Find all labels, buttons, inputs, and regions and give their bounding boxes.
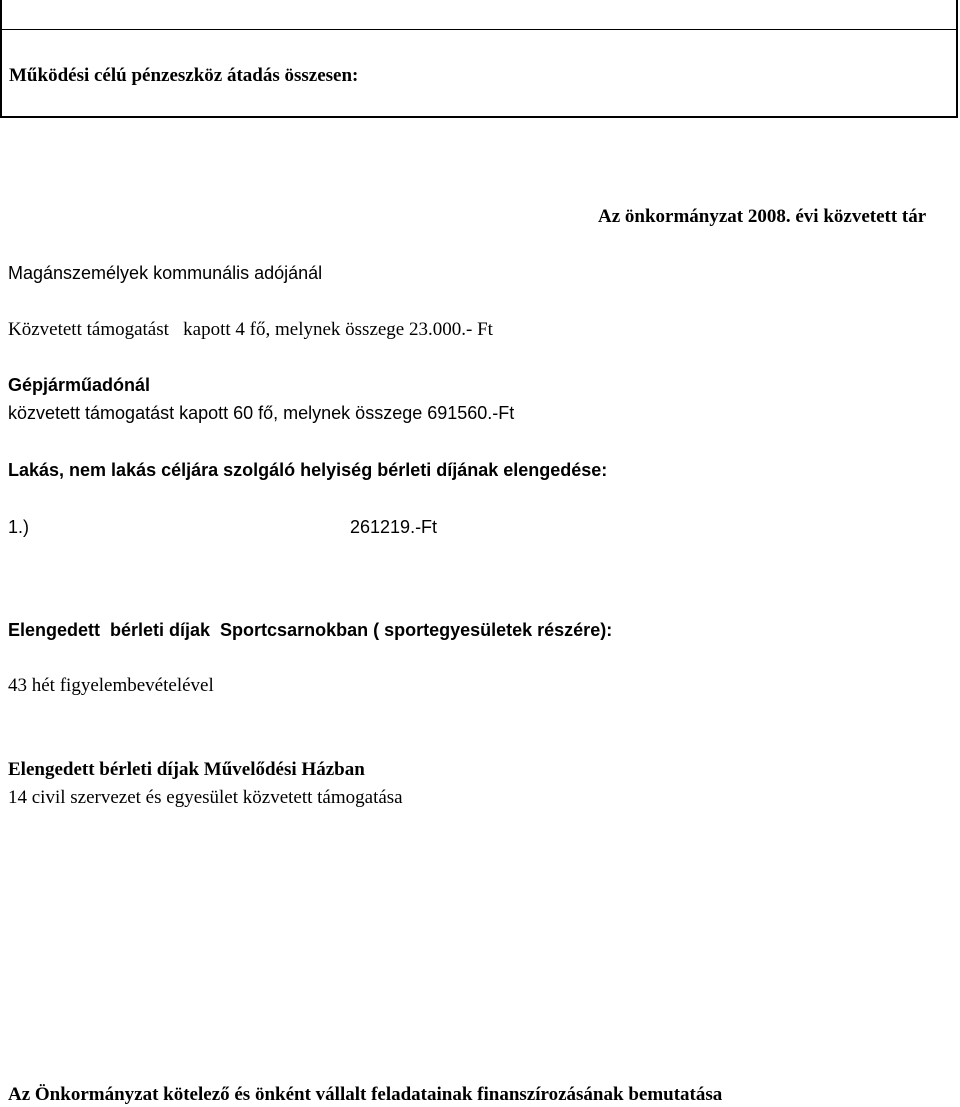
table-right-border [956, 0, 958, 118]
lakas-item-amount: 261219.-Ft [350, 517, 438, 537]
table-bottom-border [0, 116, 958, 118]
lakas-item-number: 1.) [8, 517, 30, 537]
table-left-border [0, 0, 2, 118]
kommunalis-heading: Magánszemélyek kommunális adójánál [8, 263, 323, 283]
muvelodesi-haz-heading: Elengedett bérleti díjak Művelődési Házban [8, 759, 365, 780]
summary-row-label: Működési célú pénzeszköz átadás összesen: [9, 65, 359, 86]
section-heading: Az önkormányzat 2008. évi közvetett tár [598, 206, 927, 227]
footer-heading: Az Önkormányzat kötelező és önként vállalt feladatainak finanszírozásának bemutatása [8, 1084, 723, 1105]
lakas-heading: Lakás, nem lakás céljára szolgáló helyiség bérleti díjának elengedése: [8, 460, 608, 480]
kommunalis-text: Közvetett támogatást kapott 4 fő, melynek összege 23.000.- Ft [8, 319, 493, 340]
sportcsarnok-heading: Elengedett bérleti díjak Sportcsarnokban ( sportegyesületek részére): [8, 620, 613, 640]
sportcsarnok-text: 43 hét figyelembevételével [8, 675, 214, 696]
table-inner-divider [2, 29, 956, 30]
muvelodesi-haz-text: 14 civil szervezet és egyesület közvetett támogatása [8, 787, 403, 808]
gepjarmu-heading: Gépjárműadónál [8, 375, 151, 395]
gepjarmu-text: közvetett támogatást kapott 60 fő, melynek összege 691560.-Ft [8, 403, 515, 423]
